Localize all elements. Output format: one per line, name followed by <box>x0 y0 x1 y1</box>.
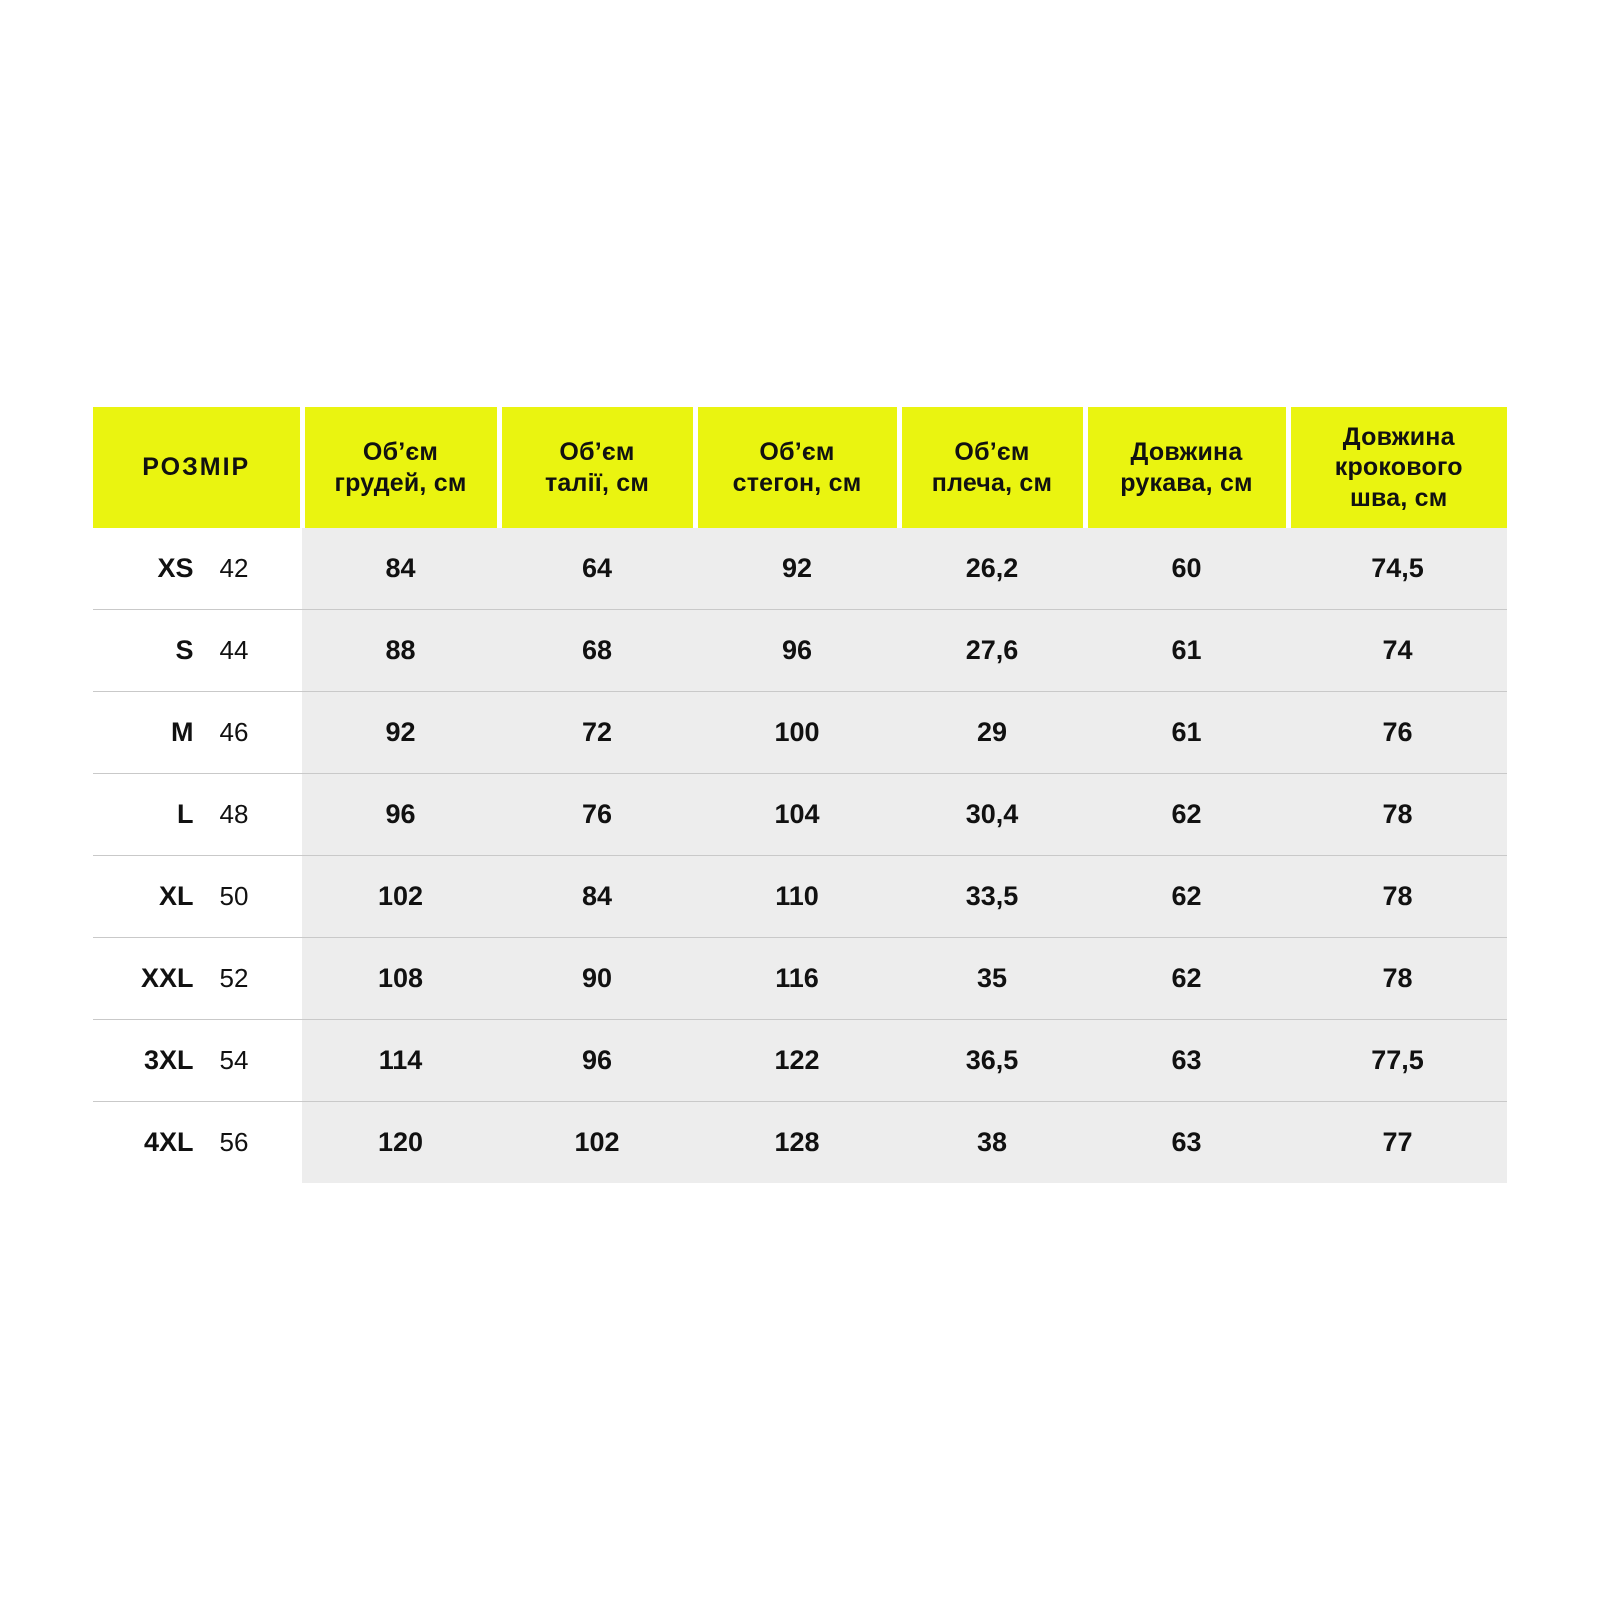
cell-sleeve-length: 63 <box>1085 1102 1288 1184</box>
table-row <box>93 1102 1507 1184</box>
column-header-sleeve-length <box>1085 407 1288 528</box>
cell-waist: 84 <box>499 856 695 938</box>
cell-chest: 120 <box>302 1102 499 1184</box>
cell-waist: 76 <box>499 774 695 856</box>
cell-hip: 92 <box>695 528 899 610</box>
column-header-waist <box>499 407 695 528</box>
table-row <box>93 528 1507 610</box>
size-letters: 3XL <box>143 1045 194 1075</box>
table-row <box>93 774 1507 856</box>
cell-waist: 96 <box>499 1020 695 1102</box>
column-header-size-line-1: РОЗМІР <box>142 453 251 482</box>
table-row <box>93 610 1507 692</box>
size-label-group <box>93 1045 302 1076</box>
size-number: 46 <box>219 717 249 747</box>
cell-shoulder: 29 <box>899 692 1085 774</box>
cell-chest: 88 <box>302 610 499 692</box>
cell-waist: 90 <box>499 938 695 1020</box>
cell-chest: 108 <box>302 938 499 1020</box>
cell-inseam-length: 76 <box>1288 692 1507 774</box>
cell-sleeve-length: 62 <box>1085 856 1288 938</box>
cell-hip: 100 <box>695 692 899 774</box>
cell-sleeve-length: 62 <box>1085 938 1288 1020</box>
column-header-inseam-length-line-1: Довжина <box>1342 422 1455 451</box>
cell-chest: 92 <box>302 692 499 774</box>
size-letters: XL <box>158 881 194 911</box>
table-row <box>93 938 1507 1020</box>
size-label-group <box>93 881 302 912</box>
size-number: 48 <box>219 799 249 829</box>
cell-waist: 102 <box>499 1102 695 1184</box>
cell-waist: 68 <box>499 610 695 692</box>
size-label-group <box>93 635 302 666</box>
size-chart-table <box>93 407 1507 1183</box>
cell-inseam-length: 78 <box>1288 938 1507 1020</box>
column-header-chest-line-2: грудей, см <box>334 468 467 497</box>
cell-sleeve-length: 62 <box>1085 774 1288 856</box>
size-label-group <box>93 963 302 994</box>
size-number: 44 <box>219 635 249 665</box>
cell-shoulder: 36,5 <box>899 1020 1085 1102</box>
cell-size <box>93 692 302 774</box>
cell-size <box>93 1102 302 1184</box>
cell-size <box>93 938 302 1020</box>
cell-shoulder: 33,5 <box>899 856 1085 938</box>
table-row <box>93 692 1507 774</box>
cell-sleeve-length: 60 <box>1085 528 1288 610</box>
table-row <box>93 1020 1507 1102</box>
column-header-hip <box>695 407 899 528</box>
cell-inseam-length: 78 <box>1288 774 1507 856</box>
cell-size <box>93 528 302 610</box>
column-header-sleeve-length-line-2: рукава, см <box>1120 468 1253 497</box>
cell-shoulder: 27,6 <box>899 610 1085 692</box>
column-header-inseam-length <box>1288 407 1507 528</box>
size-number: 42 <box>219 553 249 583</box>
cell-chest: 84 <box>302 528 499 610</box>
column-header-hip-line-2: стегон, см <box>732 468 862 497</box>
column-header-chest <box>302 407 499 528</box>
column-header-shoulder <box>899 407 1085 528</box>
cell-shoulder: 35 <box>899 938 1085 1020</box>
cell-size <box>93 856 302 938</box>
size-letters: S <box>175 635 194 665</box>
size-number: 54 <box>219 1045 249 1075</box>
cell-hip: 128 <box>695 1102 899 1184</box>
size-number: 50 <box>219 881 249 911</box>
cell-shoulder: 30,4 <box>899 774 1085 856</box>
table-header <box>93 407 1507 528</box>
table-row <box>93 856 1507 938</box>
column-header-waist-line-2: талії, см <box>544 468 650 497</box>
size-letters: L <box>177 799 194 829</box>
cell-chest: 114 <box>302 1020 499 1102</box>
cell-chest: 102 <box>302 856 499 938</box>
size-number: 56 <box>219 1127 249 1157</box>
column-header-inseam-length-line-3: шва, см <box>1350 483 1448 512</box>
table-body <box>93 528 1507 1183</box>
column-header-size <box>93 407 302 528</box>
cell-size <box>93 610 302 692</box>
column-header-sleeve-length-line-1: Довжина <box>1130 438 1243 466</box>
cell-hip: 122 <box>695 1020 899 1102</box>
cell-sleeve-length: 61 <box>1085 610 1288 692</box>
column-header-shoulder-line-2: плеча, см <box>931 468 1053 497</box>
header-row <box>93 407 1507 528</box>
column-header-shoulder-line-1: Об’єм <box>954 438 1030 466</box>
cell-sleeve-length: 63 <box>1085 1020 1288 1102</box>
size-letters: XXL <box>140 963 194 993</box>
size-chart-container <box>93 407 1507 1183</box>
size-letters: 4XL <box>143 1127 194 1157</box>
size-label-group <box>93 1127 302 1158</box>
size-number: 52 <box>219 963 249 993</box>
column-header-hip-line-1: Об’єм <box>759 438 835 466</box>
size-label-group <box>93 717 302 748</box>
cell-inseam-length: 77 <box>1288 1102 1507 1184</box>
size-label-group <box>93 799 302 830</box>
size-label-group <box>93 553 302 584</box>
size-letters: XS <box>157 553 194 583</box>
cell-hip: 116 <box>695 938 899 1020</box>
cell-inseam-length: 74,5 <box>1288 528 1507 610</box>
cell-inseam-length: 77,5 <box>1288 1020 1507 1102</box>
cell-waist: 72 <box>499 692 695 774</box>
cell-shoulder: 38 <box>899 1102 1085 1184</box>
cell-sleeve-length: 61 <box>1085 692 1288 774</box>
column-header-chest-line-1: Об’єм <box>362 438 439 466</box>
column-header-waist-line-1: Об’єм <box>559 438 635 466</box>
cell-hip: 110 <box>695 856 899 938</box>
column-header-inseam-length-line-2: крокового <box>1334 453 1463 482</box>
cell-hip: 104 <box>695 774 899 856</box>
cell-waist: 64 <box>499 528 695 610</box>
cell-hip: 96 <box>695 610 899 692</box>
cell-inseam-length: 78 <box>1288 856 1507 938</box>
cell-inseam-length: 74 <box>1288 610 1507 692</box>
cell-shoulder: 26,2 <box>899 528 1085 610</box>
cell-chest: 96 <box>302 774 499 856</box>
size-letters: M <box>171 717 194 747</box>
cell-size <box>93 774 302 856</box>
cell-size <box>93 1020 302 1102</box>
